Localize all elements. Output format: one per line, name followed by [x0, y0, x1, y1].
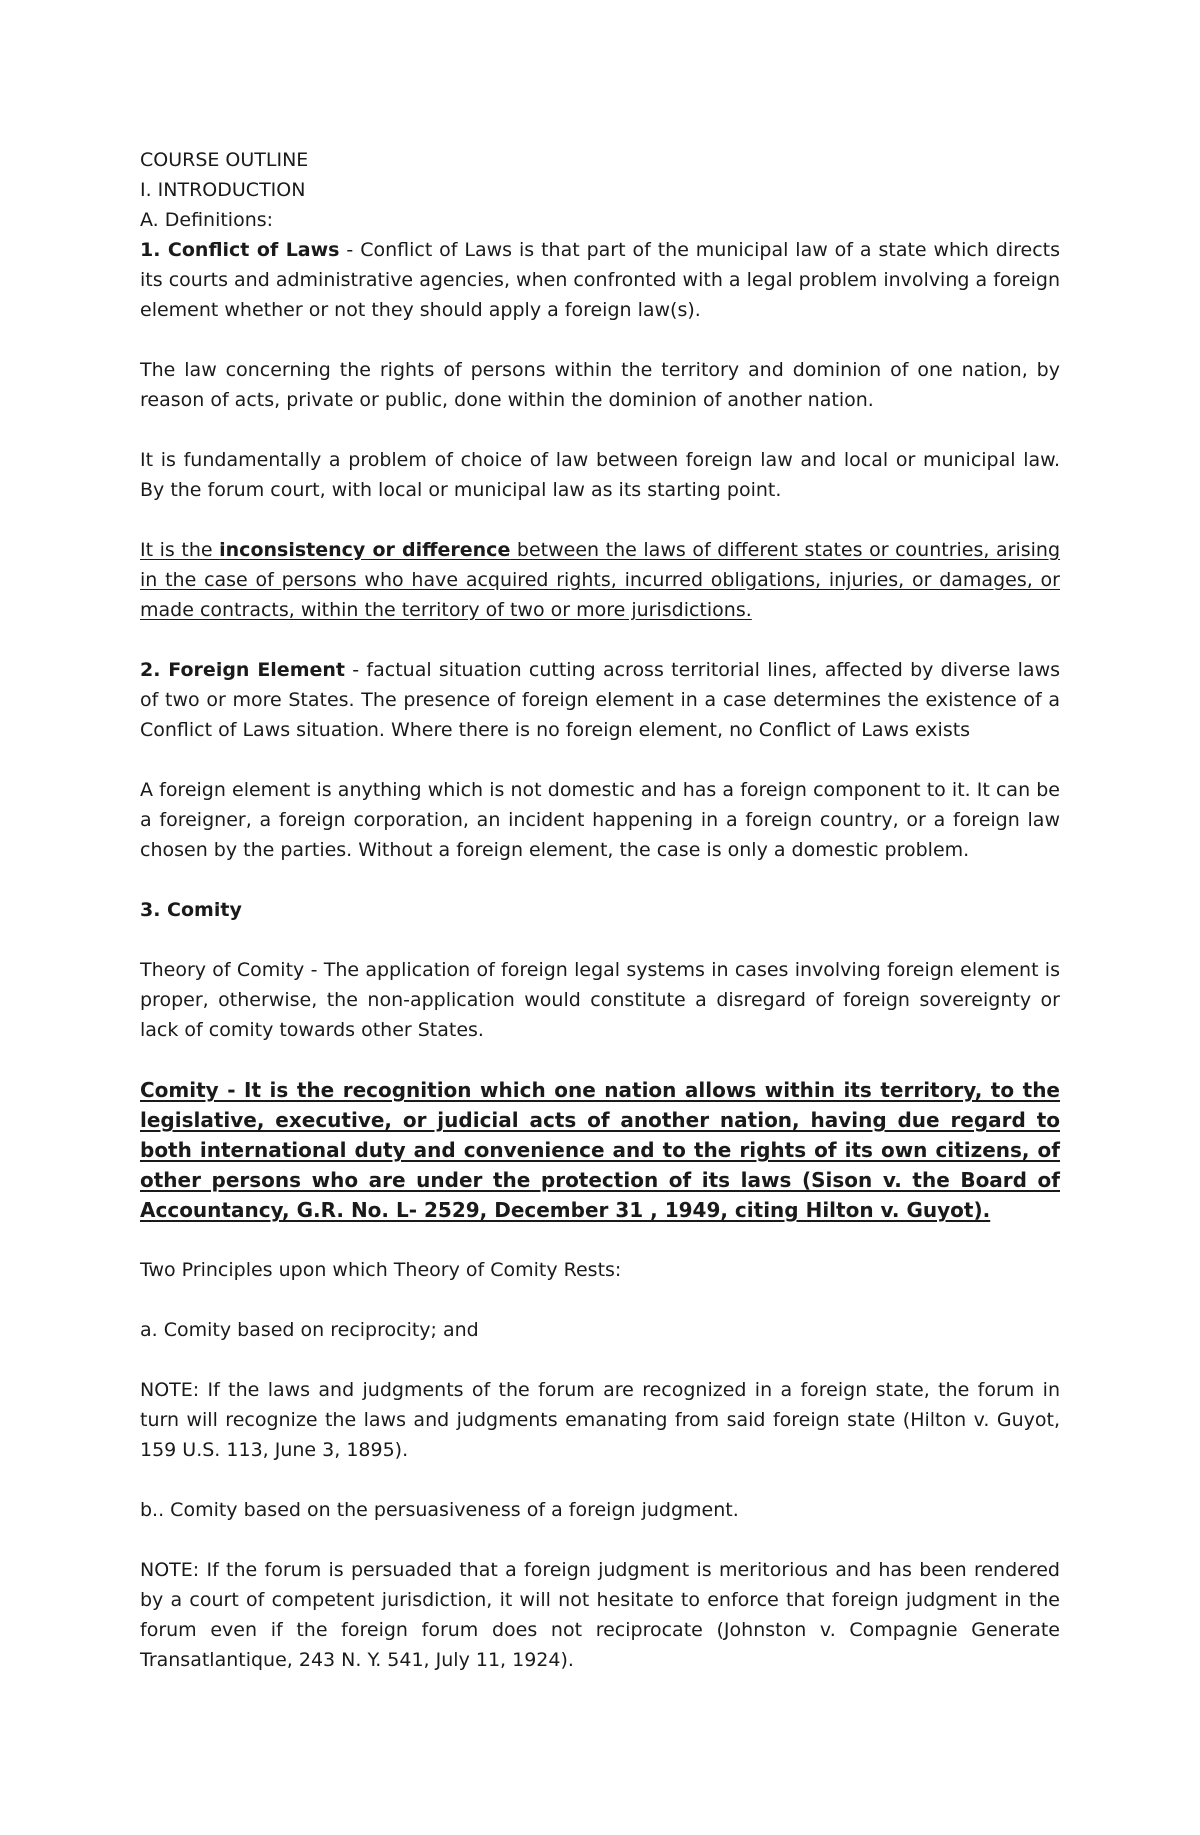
- document-content: [140, 145, 1060, 1675]
- conflict-of-laws-definition: [140, 235, 1060, 325]
- section-heading: I. INTRODUCTION: [140, 179, 306, 201]
- theory-of-comity: Theory of Comity - The application of foreign legal systems in cases involving foreign element is proper, otherwise, the non-application would constitute a disregard of foreign sovereignty or lack of comity towards other States.: [140, 959, 1060, 1041]
- note-a: NOTE: If the laws and judgments of the forum are recognized in a foreign state, the forum in turn will recognize the laws and judgments emanating from said foreign state (Hilton v. Guyot, 159 U.S. 113, June 3, 1895).: [140, 1379, 1060, 1461]
- conflict-of-laws-text: - Conflict of Laws is that part of the municipal law of a state which directs its courts and administrative agencies, when confronted with a legal problem involving a foreign element whether or not they should apply a foreign law(s).: [140, 239, 1060, 321]
- subsection-heading: A. Definitions:: [140, 209, 274, 231]
- principle-b: b.. Comity based on the persuasiveness of a foreign judgment.: [140, 1499, 739, 1521]
- foreign-element-label: 2. Foreign Element: [140, 659, 345, 681]
- foreign-element-paragraph-2: A foreign element is anything which is not domestic and has a foreign component to it. It can be a foreigner, a foreign corporation, an incident happening in a foreign country, or a foreign law chosen by the parties. Without a foreign element, the case is only a domestic problem.: [140, 779, 1060, 861]
- comity-heading: 3. Comity: [140, 899, 242, 921]
- comity-definition: Comity - It is the recognition which one nation allows within its territory, to the legislative, executive, or judicial acts of another nation, having due regard to both international duty and convenience and to the rights of its own citizens, of other persons who are under the protection of its laws (Sison v. the Board of Accountancy, G.R. No. L- 2529, December 31 , 1949, citing Hilton v. Guyot).: [140, 1078, 1060, 1222]
- conflict-of-laws-paragraph-2: The law concerning the rights of persons within the territory and dominion of one nation, by reason of acts, private or public, done within the dominion of another nation.: [140, 359, 1060, 411]
- para4-lead: It is the: [140, 539, 220, 561]
- outline-header: [140, 145, 1060, 235]
- para4-rest: between the laws of different states or countries, arising in the case of persons who have acquired rights, incurred obligations, injuries, or damages, or made contracts, within the territory of two or more jurisdictions.: [140, 539, 1061, 621]
- note-b: NOTE: If the forum is persuaded that a foreign judgment is meritorious and has been rendered by a court of competent jurisdiction, it will not hesitate to enforce that foreign judgment in the forum even if the foreign forum does not reciprocate (Johnston v. Compagnie Generate Transatlantique, 243 N. Y. 541, July 11, 1924).: [140, 1559, 1060, 1671]
- foreign-element-definition: [140, 655, 1060, 745]
- conflict-of-laws-paragraph-3: It is fundamentally a problem of choice of law between foreign law and local or municipal law. By the forum court, with local or municipal law as its starting point.: [140, 449, 1060, 501]
- foreign-element-text: - factual situation cutting across territorial lines, affected by diverse laws of two or more States. The presence of foreign element in a case determines the existence of a Conflict of Laws situation. Where there is no foreign element, no Conflict of Laws exists: [140, 659, 1061, 741]
- course-outline-title: COURSE OUTLINE: [140, 149, 309, 171]
- conflict-of-laws-paragraph-4: [140, 535, 1060, 625]
- principle-a: a. Comity based on reciprocity; and: [140, 1319, 479, 1341]
- para4-emphasis: inconsistency or difference: [219, 539, 511, 561]
- conflict-of-laws-label: 1. Conflict of Laws: [140, 239, 340, 261]
- principles-intro: Two Principles upon which Theory of Comity Rests:: [140, 1259, 622, 1281]
